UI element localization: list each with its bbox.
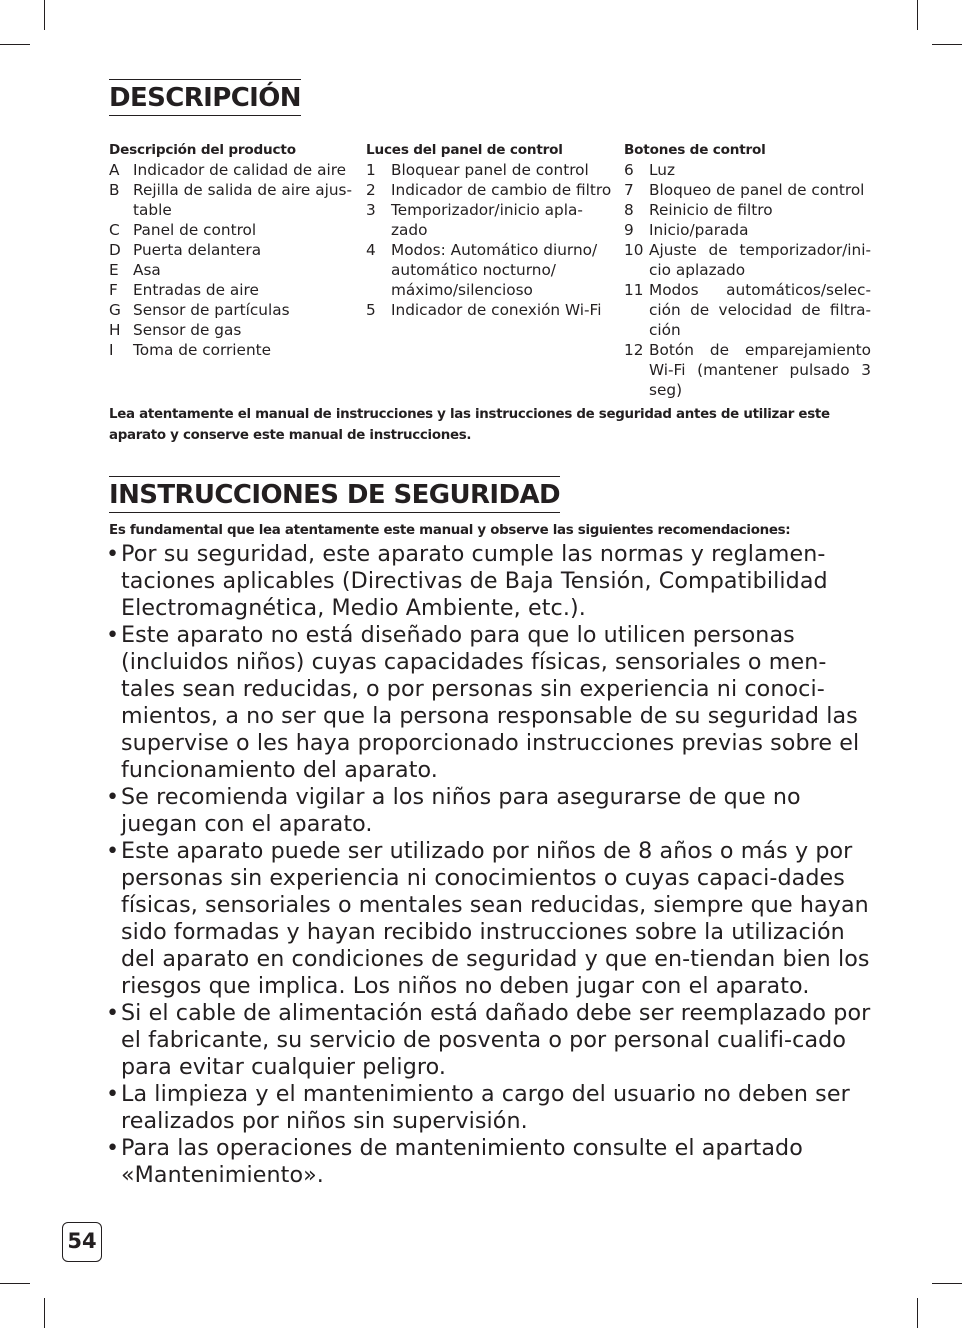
- crop-mark: [917, 0, 918, 30]
- list-item: [366, 300, 615, 320]
- safety-item: • Este aparato no está diseñado para que lo utilicen personas (incluidos niños) cuyas capacidades físicas, sensoriales o men-tales sean reducidas, o por personas sin experiencia ni conoci-mientos, a no ser que la persona responsable de su seguridad las supervise o les haya proporcionado instrucciones previas sobre el funcionamiento del aparato.: [106, 622, 878, 784]
- item-key: 2: [366, 181, 376, 199]
- crop-mark: [0, 1283, 30, 1284]
- product-description-column: [109, 140, 355, 360]
- item-key: B: [109, 181, 120, 199]
- item-key: 6: [624, 161, 634, 179]
- item-key: 11: [624, 281, 644, 299]
- product-description-heading: Descripción del producto: [109, 142, 296, 158]
- item-key: 5: [366, 301, 376, 319]
- list-item: [624, 240, 871, 280]
- list-item: [109, 240, 355, 260]
- list-item: [624, 200, 871, 220]
- item-text: Ajuste de temporizador/ini-cio aplazado: [649, 241, 871, 279]
- safety-item: • Este aparato puede ser utilizado por niños de 8 años o más y por personas sin experiencia ni conocimientos o cuyas capaci-dades físicas, sensoriales o mentales sean reducidas, siempre que hayan sido formadas y hayan recibido instrucciones sobre la utilización del aparato en condiciones de seguridad y que en-tiendan bien los riesgos que implica. Los niños no deben jugar con el aparato.: [106, 838, 878, 1000]
- list-item: [366, 180, 615, 200]
- item-text: Bloqueo de panel de control: [649, 181, 865, 199]
- item-key: C: [109, 221, 120, 239]
- item-key: 3: [366, 201, 376, 219]
- crop-mark: [932, 44, 962, 45]
- safety-intro-note: Es fundamental que lea atentamente este manual y observe las siguientes recomendaciones:: [109, 523, 791, 538]
- item-key: F: [109, 281, 118, 299]
- safety-item: • Para las operaciones de mantenimiento consulte el apartado «Mantenimiento».: [106, 1135, 878, 1189]
- item-key: A: [109, 161, 120, 179]
- control-lights-heading: Luces del panel de control: [366, 142, 563, 158]
- safety-title: INSTRUCCIONES DE SEGURIDAD: [109, 476, 560, 513]
- item-text: Modos automáticos/selec-ción de velocidad de filtra-ción: [649, 281, 871, 339]
- item-key: I: [109, 341, 114, 359]
- list-item: [624, 280, 871, 340]
- safety-instructions-list: [106, 541, 878, 1189]
- item-text: Puerta delantera: [133, 241, 262, 259]
- item-key: G: [109, 301, 121, 319]
- crop-mark: [932, 1283, 962, 1284]
- item-text: Indicador de conexión Wi-Fi: [391, 301, 602, 319]
- item-key: 1: [366, 161, 376, 179]
- item-key: E: [109, 261, 119, 279]
- item-key: 12: [624, 341, 644, 359]
- list-item: [109, 220, 355, 240]
- item-key: 7: [624, 181, 634, 199]
- product-items: [109, 160, 355, 360]
- list-item: [624, 180, 871, 200]
- item-text: Toma de corriente: [133, 341, 272, 359]
- safety-item: • La limpieza y el mantenimiento a cargo del usuario no deben ser realizados por niños sin supervisión.: [106, 1081, 878, 1135]
- item-text: Reinicio de filtro: [649, 201, 773, 219]
- list-item: [109, 180, 355, 220]
- list-item: [366, 160, 615, 180]
- light-items: [366, 160, 615, 320]
- item-text: Rejilla de salida de aire ajus-table: [133, 181, 353, 219]
- list-item: [624, 220, 871, 240]
- list-item: [624, 340, 871, 400]
- description-title: DESCRIPCIÓN: [109, 79, 301, 116]
- list-item: [109, 280, 355, 300]
- item-key: 4: [366, 241, 376, 259]
- item-text: Inicio/parada: [649, 221, 749, 239]
- item-text: Indicador de calidad de aire: [133, 161, 347, 179]
- list-item: [109, 260, 355, 280]
- list-item: [109, 300, 355, 320]
- item-key: 8: [624, 201, 634, 219]
- crop-mark: [44, 0, 45, 30]
- control-buttons-column: [624, 140, 871, 400]
- crop-mark: [0, 44, 30, 45]
- read-manual-note: Lea atentamente el manual de instrucciones y las instrucciones de seguridad antes de utilizar este aparato y conserve este manual de instrucciones.: [109, 407, 830, 443]
- item-key: 10: [624, 241, 644, 259]
- item-text: Sensor de gas: [133, 321, 242, 339]
- safety-item: • Se recomienda vigilar a los niños para asegurarse de que no juegan con el aparato.: [106, 784, 878, 838]
- item-text: Modos: Automático diurno/ automático nocturno/ máximo/silencioso: [391, 241, 598, 299]
- list-item: [366, 240, 615, 300]
- item-text: Panel de control: [133, 221, 257, 239]
- item-text: Indicador de cambio de filtro: [391, 181, 612, 199]
- item-text: Luz: [649, 161, 675, 179]
- button-items: [624, 160, 871, 400]
- safety-item: • Por su seguridad, este aparato cumple las normas y reglamen-taciones aplicables (Directivas de Baja Tensión, Compatibilidad Electromagnética, Medio Ambiente, etc.).: [106, 541, 878, 622]
- item-text: Botón de emparejamiento Wi-Fi (mantener pulsado 3 seg): [649, 341, 871, 399]
- item-text: Sensor de partículas: [133, 301, 290, 319]
- item-text: Bloquear panel de control: [391, 161, 589, 179]
- item-text: Asa: [133, 261, 161, 279]
- list-item: [109, 160, 355, 180]
- control-buttons-heading: Botones de control: [624, 142, 766, 158]
- list-item: [624, 160, 871, 180]
- list-item: [109, 340, 355, 360]
- item-key: D: [109, 241, 121, 259]
- item-text: Temporizador/inicio apla-zado: [391, 201, 583, 239]
- safety-item: • Si el cable de alimentación está dañado debe ser reemplazado por el fabricante, su servicio de posventa o por personal cualifi-cado para evitar cualquier peligro.: [106, 1000, 878, 1081]
- item-key: H: [109, 321, 121, 339]
- control-lights-column: [366, 140, 615, 320]
- page-number: 54: [62, 1222, 102, 1262]
- crop-mark: [917, 1298, 918, 1328]
- list-item: [109, 320, 355, 340]
- crop-mark: [44, 1298, 45, 1328]
- list-item: [366, 200, 615, 240]
- item-text: Entradas de aire: [133, 281, 259, 299]
- item-key: 9: [624, 221, 634, 239]
